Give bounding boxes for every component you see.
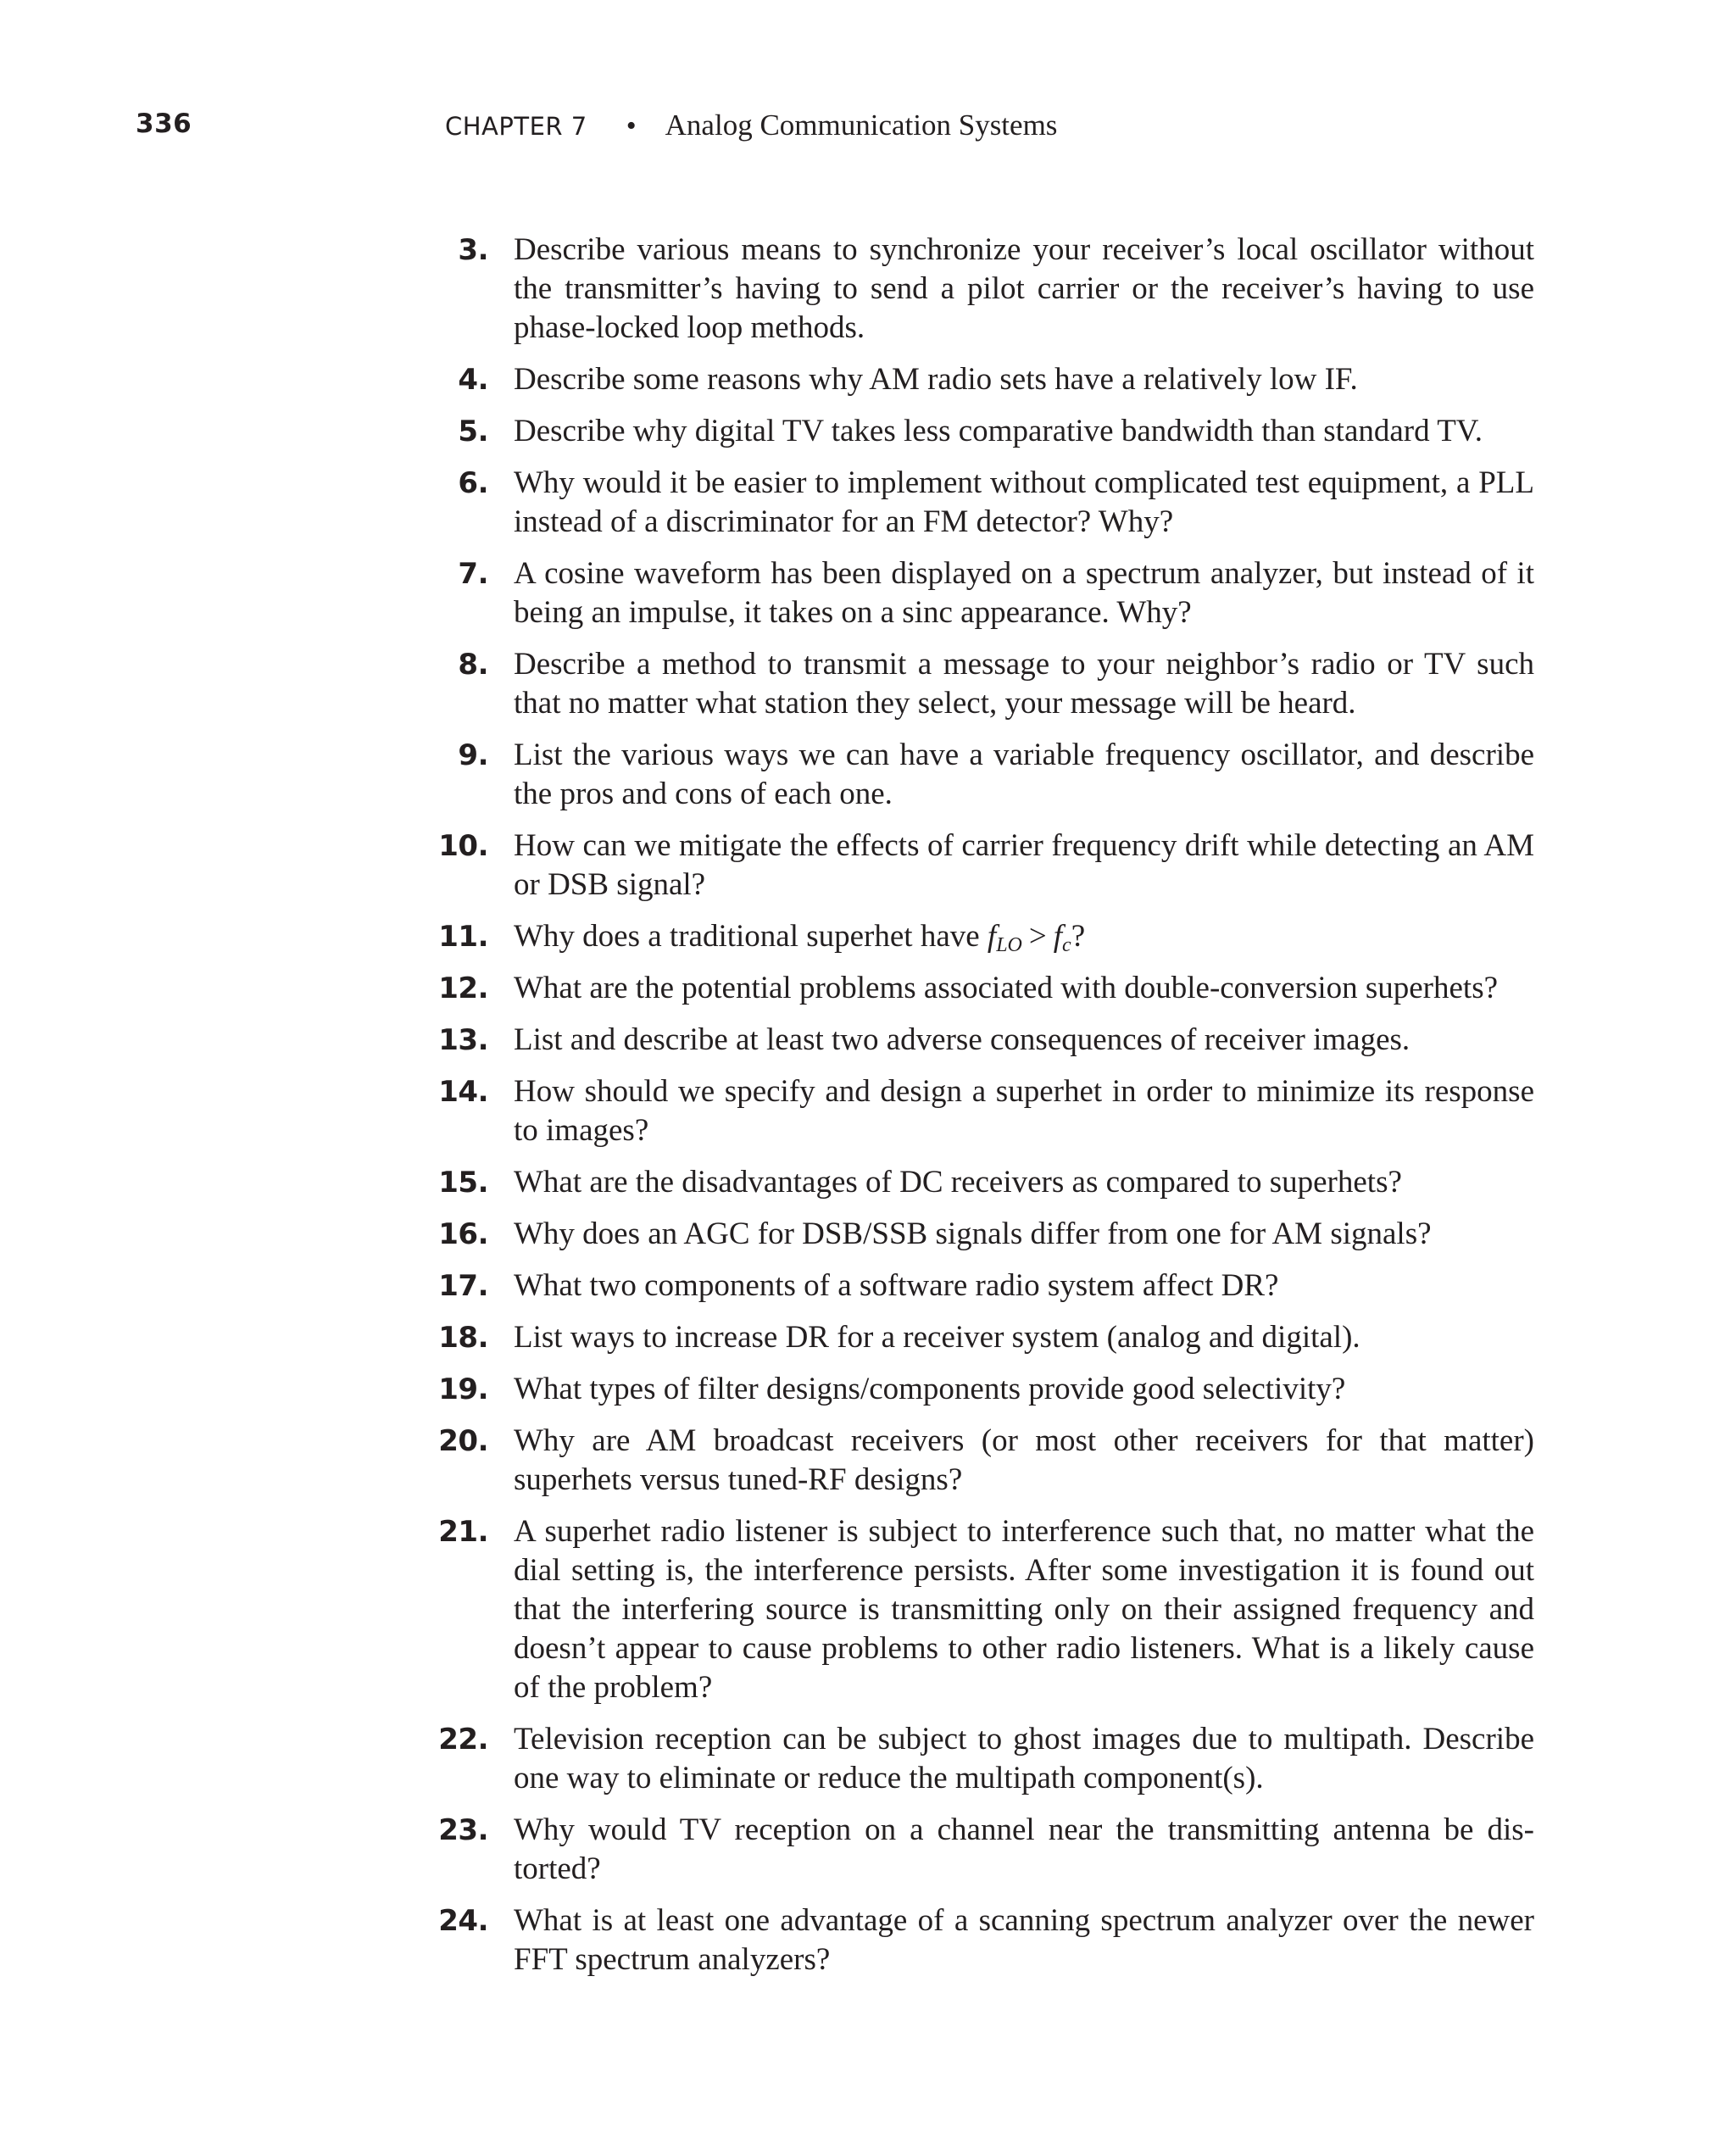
question-item [424,1512,1534,1707]
question-text: What two components of a software radio system affect DR? [514,1268,1279,1303]
question-text: Describe why digital TV takes less comparative bandwidth than standard TV. [514,414,1483,448]
question-text: Describe a method to transmit a message to your neighbor’s radio or TV such that no matter what station they select, your message will be heard. [514,647,1534,721]
question-text: How can we mitigate the effects of carrier frequency drift while detecting an AM or DSB signal? [514,828,1534,902]
question-text: List and describe at least two adverse consequences of receiver images. [514,1022,1410,1057]
question-item [424,1318,1534,1357]
question-text: Describe various means to synchronize your receiver’s local oscillator without the transmitter’s having to send a pilot carrier or the receiver’s having to use phase-locked loop methods. [514,232,1534,345]
question-number: 19. [438,1372,488,1406]
question-item [424,360,1534,399]
question-text-before: Why does a traditional superhet have [514,919,988,954]
question-text [514,917,1534,956]
page-number: 336 [136,109,192,139]
question-number: 22. [438,1723,488,1757]
question-text: Television reception can be subject to ghost images due to multipath. Describe one way to eliminate or reduce the multipath component(s). [514,1722,1534,1795]
question-item [424,231,1534,348]
math-expression [988,919,1071,954]
question-text: What are the disadvantages of DC receivers as compared to superhets? [514,1165,1402,1200]
question-number: 20. [438,1424,488,1458]
question-number: 11. [438,920,488,954]
math-operator: > [1028,919,1047,954]
question-item [424,736,1534,814]
chapter-title: Analog Communication Systems [665,109,1058,142]
question-number: 16. [438,1217,488,1251]
chapter-label: CHAPTER 7 [445,112,587,141]
question-item [424,1021,1534,1060]
question-number: 3. [458,233,488,267]
question-text: Why are AM broadcast receivers (or most other receivers for that matter) superhets versus tuned-RF designs? [514,1423,1534,1497]
question-item [424,827,1534,905]
question-number: 18. [438,1321,488,1355]
question-item [424,1811,1534,1889]
question-text: A cosine waveform has been displayed on a spectrum analyzer, but instead of it being an impulse, it takes on a sinc appearance. Why? [514,556,1534,630]
question-item [424,464,1534,542]
question-item [424,554,1534,632]
question-text: A superhet radio listener is subject to interference such that, no matter what the dial setting is, the interference persists. After some investigation it is found out that the interfering source is transmitting only on their assigned frequency and doesn’t appear to cause problems to other radio listeners. What is a likely cause of the problem? [514,1514,1534,1705]
question-text-after: ? [1071,919,1086,954]
question-text: Describe some reasons why AM radio sets have a relatively low IF. [514,362,1358,397]
question-item [424,1072,1534,1150]
question-item [424,1163,1534,1202]
running-head-separator: • [626,110,637,142]
question-item [424,917,1534,956]
question-number: 5. [458,415,488,448]
question-item [424,969,1534,1008]
question-number: 10. [438,829,488,863]
question-text: What is at least one advantage of a scanning spectrum analyzer over the newer FFT spectrum analyzers? [514,1903,1534,1977]
question-number: 4. [458,363,488,397]
question-number: 17. [438,1269,488,1303]
math-subscript: c [1062,934,1071,956]
question-list [424,231,1534,1992]
math-variable: f [987,919,997,954]
question-number: 7. [458,557,488,591]
question-item [424,1422,1534,1500]
question-text: What are the potential problems associated with double-conversion superhets? [514,971,1499,1005]
question-number: 15. [438,1166,488,1200]
math-variable: f [1053,919,1063,954]
question-item [424,1267,1534,1306]
question-number: 23. [438,1813,488,1847]
question-item [424,1215,1534,1254]
question-number: 14. [438,1075,488,1109]
question-number: 9. [458,738,488,772]
math-subscript: LO [996,934,1022,956]
question-item [424,1720,1534,1798]
question-text: Why would it be easier to implement without complicated test equipment, a PLL instead of a discriminator for an FM detector? Why? [514,465,1534,539]
running-head [445,109,1057,142]
question-text: How should we specify and design a superhet in order to minimize its response to images? [514,1074,1534,1148]
question-number: 21. [438,1515,488,1549]
question-text: List ways to increase DR for a receiver system (analog and digital). [514,1320,1360,1355]
question-text: What types of filter designs/components provide good selectivity? [514,1372,1346,1406]
question-number: 6. [458,466,488,500]
question-item [424,1901,1534,1979]
question-number: 24. [438,1904,488,1938]
question-text: Why would TV reception on a channel near the transmitting antenna be dis-torted? [514,1812,1534,1886]
question-text: Why does an AGC for DSB/SSB signals differ from one for AM signals? [514,1216,1432,1251]
question-number: 8. [458,648,488,682]
question-item [424,412,1534,451]
question-number: 12. [438,972,488,1005]
question-item [424,1370,1534,1409]
question-number: 13. [438,1023,488,1057]
question-item [424,645,1534,723]
question-text: List the various ways we can have a variable frequency oscillator, and describe the pros and cons of each one. [514,738,1534,811]
